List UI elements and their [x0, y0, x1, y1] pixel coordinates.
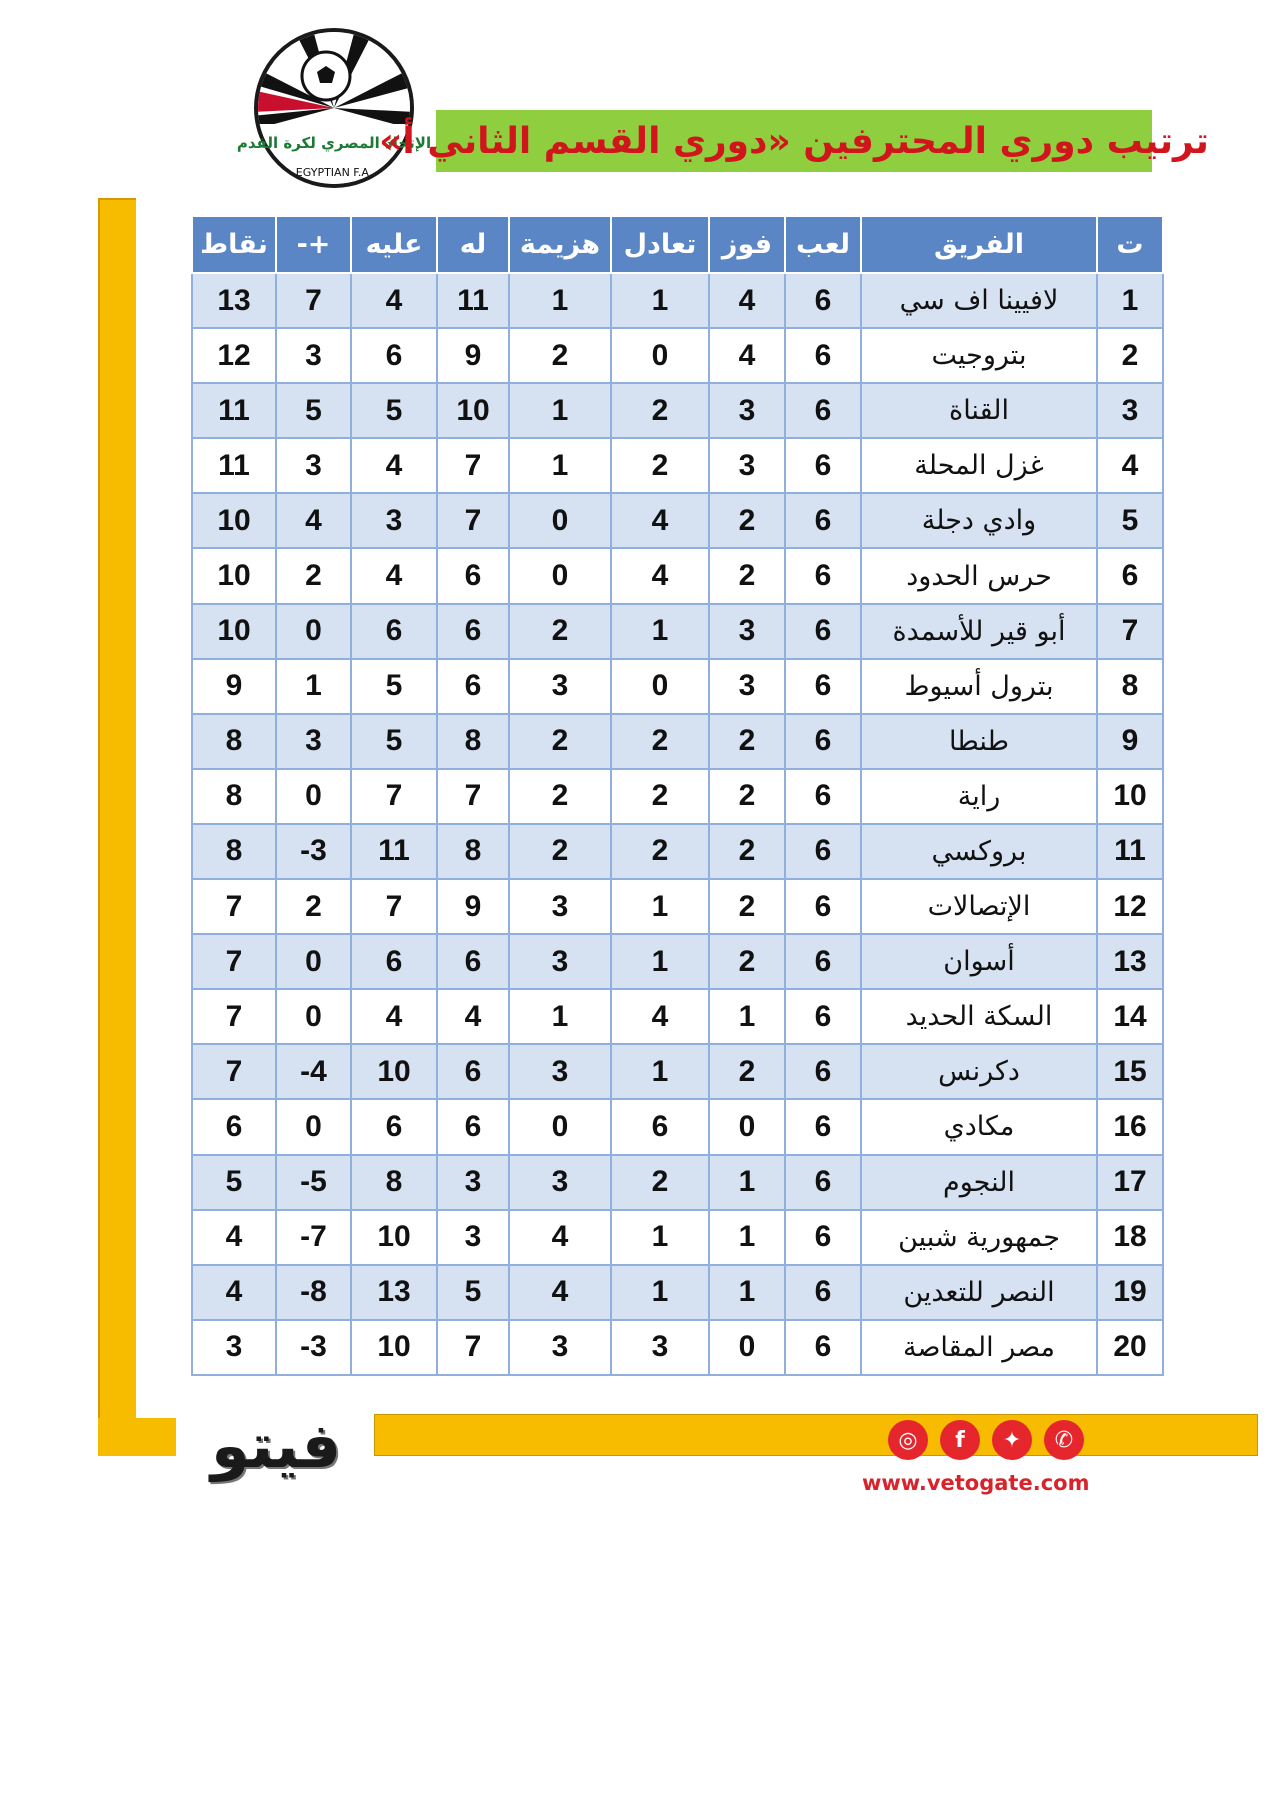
stat-cell: 3 — [509, 659, 611, 714]
table-row — [192, 989, 1163, 1044]
team-cell: القناة — [861, 383, 1097, 438]
stat-cell: 10 — [351, 1044, 437, 1099]
column-header: تعادل — [611, 216, 709, 273]
stat-cell: 1 — [509, 438, 611, 493]
stat-cell: 6 — [351, 604, 437, 659]
stat-cell: -7 — [276, 1210, 351, 1265]
stat-cell: 8 — [192, 824, 276, 879]
stat-cell: 6 — [785, 438, 861, 493]
rank-cell: 3 — [1097, 383, 1163, 438]
stat-cell: 1 — [611, 1265, 709, 1320]
stat-cell: 2 — [611, 824, 709, 879]
table-row — [192, 1155, 1163, 1210]
stat-cell: 3 — [509, 1155, 611, 1210]
stat-cell: 5 — [437, 1265, 509, 1320]
whatsapp-icon[interactable]: ✆ — [1044, 1420, 1084, 1460]
team-cell: النجوم — [861, 1155, 1097, 1210]
stat-cell: -5 — [276, 1155, 351, 1210]
stat-cell: 4 — [192, 1210, 276, 1265]
stat-cell: 6 — [785, 604, 861, 659]
rank-cell: 7 — [1097, 604, 1163, 659]
team-cell: طنطا — [861, 714, 1097, 769]
stat-cell: 13 — [351, 1265, 437, 1320]
stat-cell: 6 — [785, 824, 861, 879]
stat-cell: 7 — [437, 769, 509, 824]
stat-cell: 4 — [437, 989, 509, 1044]
team-cell: النصر للتعدين — [861, 1265, 1097, 1320]
logo-arabic-text: الإتحاد المصري لكرة القدم — [236, 134, 432, 152]
stat-cell: 7 — [437, 493, 509, 548]
table-header-row — [192, 216, 1163, 273]
team-cell: بترول أسيوط — [861, 659, 1097, 714]
stat-cell: 5 — [351, 383, 437, 438]
table-row — [192, 1099, 1163, 1154]
stat-cell: -4 — [276, 1044, 351, 1099]
stat-cell: 3 — [509, 934, 611, 989]
stat-cell: 9 — [192, 659, 276, 714]
stat-cell: 7 — [437, 1320, 509, 1375]
stat-cell: 8 — [437, 714, 509, 769]
instagram-icon[interactable]: ◎ — [888, 1420, 928, 1460]
title-banner — [379, 110, 1209, 172]
stat-cell: 6 — [785, 769, 861, 824]
stat-cell: 4 — [351, 273, 437, 328]
team-cell: بتروجيت — [861, 328, 1097, 383]
rank-cell: 16 — [1097, 1099, 1163, 1154]
stat-cell: 4 — [509, 1210, 611, 1265]
stat-cell: 1 — [509, 989, 611, 1044]
stat-cell: 7 — [351, 879, 437, 934]
rank-cell: 11 — [1097, 824, 1163, 879]
team-cell: أبو قير للأسمدة — [861, 604, 1097, 659]
stat-cell: 11 — [192, 438, 276, 493]
team-cell: غزل المحلة — [861, 438, 1097, 493]
stat-cell: 1 — [611, 879, 709, 934]
stat-cell: 6 — [351, 328, 437, 383]
stat-cell: 6 — [785, 1099, 861, 1154]
stat-cell: 1 — [276, 659, 351, 714]
stat-cell: 2 — [611, 438, 709, 493]
stat-cell: 10 — [351, 1320, 437, 1375]
stat-cell: 1 — [709, 989, 785, 1044]
stat-cell: 6 — [785, 989, 861, 1044]
stat-cell: 10 — [351, 1210, 437, 1265]
stat-cell: 2 — [709, 934, 785, 989]
stat-cell: 6 — [785, 934, 861, 989]
stat-cell: 6 — [785, 1320, 861, 1375]
table-row — [192, 1210, 1163, 1265]
stat-cell: 0 — [276, 769, 351, 824]
column-header: +- — [276, 216, 351, 273]
rank-cell: 10 — [1097, 769, 1163, 824]
stat-cell: 2 — [509, 714, 611, 769]
stat-cell: 2 — [611, 383, 709, 438]
stat-cell: 2 — [709, 714, 785, 769]
table-row — [192, 548, 1163, 603]
stat-cell: 2 — [509, 769, 611, 824]
brand-name: فيتو — [210, 1408, 342, 1482]
rank-cell: 12 — [1097, 879, 1163, 934]
team-cell: راية — [861, 769, 1097, 824]
rank-cell: 19 — [1097, 1265, 1163, 1320]
stat-cell: 0 — [509, 1099, 611, 1154]
stat-cell: 6 — [611, 1099, 709, 1154]
stat-cell: 0 — [611, 328, 709, 383]
stat-cell: 2 — [709, 548, 785, 603]
stat-cell: 11 — [437, 273, 509, 328]
stat-cell: 0 — [709, 1320, 785, 1375]
stat-cell: 4 — [611, 989, 709, 1044]
table-row — [192, 659, 1163, 714]
stat-cell: 9 — [437, 328, 509, 383]
stat-cell: 6 — [785, 548, 861, 603]
table-row — [192, 383, 1163, 438]
stat-cell: 6 — [351, 1099, 437, 1154]
stat-cell: 0 — [509, 493, 611, 548]
table-row — [192, 604, 1163, 659]
stat-cell: 10 — [192, 548, 276, 603]
stat-cell: 6 — [785, 659, 861, 714]
stat-cell: 2 — [709, 1044, 785, 1099]
rank-cell: 2 — [1097, 328, 1163, 383]
stat-cell: 6 — [785, 328, 861, 383]
column-header: هزيمة — [509, 216, 611, 273]
stat-cell: 1 — [709, 1155, 785, 1210]
stat-cell: 6 — [785, 1210, 861, 1265]
site-url[interactable]: www.vetogate.com — [862, 1471, 1090, 1495]
stat-cell: 6 — [785, 493, 861, 548]
stat-cell: 8 — [192, 769, 276, 824]
stat-cell: 10 — [437, 383, 509, 438]
stat-cell: 3 — [709, 659, 785, 714]
stat-cell: 3 — [611, 1320, 709, 1375]
twitter-icon[interactable]: ✦ — [992, 1420, 1032, 1460]
table-row — [192, 438, 1163, 493]
stat-cell: 3 — [437, 1210, 509, 1265]
stat-cell: 11 — [192, 383, 276, 438]
rank-cell: 6 — [1097, 548, 1163, 603]
rank-cell: 15 — [1097, 1044, 1163, 1099]
stat-cell: 0 — [276, 934, 351, 989]
stat-cell: 5 — [276, 383, 351, 438]
stat-cell: 5 — [351, 659, 437, 714]
stat-cell: 2 — [509, 328, 611, 383]
stat-cell: 6 — [437, 1044, 509, 1099]
stat-cell: 3 — [192, 1320, 276, 1375]
team-cell: الإتصالات — [861, 879, 1097, 934]
stat-cell: 6 — [437, 659, 509, 714]
stat-cell: 2 — [709, 493, 785, 548]
stat-cell: 2 — [509, 604, 611, 659]
table-row — [192, 1265, 1163, 1320]
stat-cell: 7 — [192, 1044, 276, 1099]
stat-cell: 6 — [785, 879, 861, 934]
team-cell: أسوان — [861, 934, 1097, 989]
team-cell: دكرنس — [861, 1044, 1097, 1099]
team-cell: لافيينا اف سي — [861, 273, 1097, 328]
stat-cell: 7 — [437, 438, 509, 493]
stat-cell: 4 — [351, 548, 437, 603]
stat-cell: 4 — [611, 493, 709, 548]
stat-cell: 7 — [192, 989, 276, 1044]
stat-cell: 1 — [709, 1265, 785, 1320]
column-header: عليه — [351, 216, 437, 273]
frame-vertical-bar — [98, 198, 136, 1456]
table-row — [192, 1044, 1163, 1099]
stat-cell: 10 — [192, 604, 276, 659]
stat-cell: 7 — [351, 769, 437, 824]
stat-cell: 7 — [192, 934, 276, 989]
stat-cell: 2 — [611, 769, 709, 824]
column-header: الفريق — [861, 216, 1097, 273]
stat-cell: 8 — [192, 714, 276, 769]
team-cell: بروكسي — [861, 824, 1097, 879]
efa-logo — [236, 26, 432, 190]
stat-cell: 1 — [611, 604, 709, 659]
table-row — [192, 273, 1163, 328]
stat-cell: -3 — [276, 824, 351, 879]
stat-cell: 5 — [351, 714, 437, 769]
stat-cell: 7 — [276, 273, 351, 328]
stat-cell: 3 — [709, 383, 785, 438]
stat-cell: 9 — [437, 879, 509, 934]
stat-cell: 0 — [276, 989, 351, 1044]
stat-cell: 4 — [611, 548, 709, 603]
stat-cell: 8 — [437, 824, 509, 879]
table-row — [192, 879, 1163, 934]
stat-cell: 2 — [709, 769, 785, 824]
stat-cell: 1 — [509, 383, 611, 438]
stat-cell: 0 — [276, 604, 351, 659]
stat-cell: 6 — [437, 604, 509, 659]
rank-cell: 9 — [1097, 714, 1163, 769]
rank-cell: 13 — [1097, 934, 1163, 989]
stat-cell: 11 — [351, 824, 437, 879]
stat-cell: 3 — [276, 438, 351, 493]
stat-cell: 1 — [611, 934, 709, 989]
column-header: فوز — [709, 216, 785, 273]
table-row — [192, 328, 1163, 383]
logo-english-text: EGYPTIAN F.A. — [295, 166, 373, 179]
stat-cell: 2 — [276, 879, 351, 934]
stat-cell: 12 — [192, 328, 276, 383]
table-row — [192, 824, 1163, 879]
team-cell: السكة الحديد — [861, 989, 1097, 1044]
rank-cell: 5 — [1097, 493, 1163, 548]
veto-logo — [190, 1404, 362, 1486]
stat-cell: -3 — [276, 1320, 351, 1375]
stat-cell: 6 — [437, 548, 509, 603]
table-row — [192, 934, 1163, 989]
stat-cell: 6 — [192, 1099, 276, 1154]
stat-cell: -8 — [276, 1265, 351, 1320]
stat-cell: 3 — [709, 438, 785, 493]
table-row — [192, 769, 1163, 824]
team-cell: جمهورية شبين — [861, 1210, 1097, 1265]
stat-cell: 1 — [611, 273, 709, 328]
stat-cell: 1 — [611, 1210, 709, 1265]
stat-cell: 8 — [351, 1155, 437, 1210]
stat-cell: 3 — [709, 604, 785, 659]
stat-cell: 5 — [192, 1155, 276, 1210]
team-cell: وادي دجلة — [861, 493, 1097, 548]
facebook-icon[interactable]: f — [940, 1420, 980, 1460]
stat-cell: 13 — [192, 273, 276, 328]
stat-cell: 6 — [785, 1155, 861, 1210]
stat-cell: 7 — [192, 879, 276, 934]
stat-cell: 3 — [509, 879, 611, 934]
stat-cell: 4 — [709, 328, 785, 383]
team-cell: مكادي — [861, 1099, 1097, 1154]
stat-cell: 2 — [709, 879, 785, 934]
stat-cell: 2 — [509, 824, 611, 879]
table-row — [192, 493, 1163, 548]
stat-cell: 0 — [509, 548, 611, 603]
standings-table — [191, 215, 1164, 1376]
rank-cell: 18 — [1097, 1210, 1163, 1265]
stat-cell: 3 — [276, 328, 351, 383]
stat-cell: 10 — [192, 493, 276, 548]
stat-cell: 3 — [276, 714, 351, 769]
stat-cell: 0 — [276, 1099, 351, 1154]
stat-cell: 3 — [437, 1155, 509, 1210]
stat-cell: 6 — [437, 934, 509, 989]
stat-cell: 2 — [276, 548, 351, 603]
stat-cell: 6 — [437, 1099, 509, 1154]
stat-cell: 1 — [509, 273, 611, 328]
table-row — [192, 1320, 1163, 1375]
footer-bar — [374, 1414, 1258, 1456]
stat-cell: 6 — [351, 934, 437, 989]
stat-cell: 6 — [785, 714, 861, 769]
stat-cell: 4 — [351, 989, 437, 1044]
page-title: ترتيب دوري المحترفين «دوري القسم الثاني أ» — [379, 120, 1209, 162]
stat-cell: 2 — [709, 824, 785, 879]
stat-cell: 6 — [785, 1044, 861, 1099]
column-header: ت — [1097, 216, 1163, 273]
stat-cell: 1 — [611, 1044, 709, 1099]
table-row — [192, 714, 1163, 769]
rank-cell: 14 — [1097, 989, 1163, 1044]
team-cell: حرس الحدود — [861, 548, 1097, 603]
frame-bottom-bar — [98, 1418, 176, 1456]
rank-cell: 17 — [1097, 1155, 1163, 1210]
stat-cell: 2 — [611, 714, 709, 769]
rank-cell: 20 — [1097, 1320, 1163, 1375]
stat-cell: 6 — [785, 273, 861, 328]
rank-cell: 8 — [1097, 659, 1163, 714]
stat-cell: 4 — [276, 493, 351, 548]
stat-cell: 4 — [192, 1265, 276, 1320]
stat-cell: 2 — [611, 1155, 709, 1210]
stat-cell: 1 — [709, 1210, 785, 1265]
stat-cell: 0 — [611, 659, 709, 714]
column-header: لعب — [785, 216, 861, 273]
stat-cell: 3 — [351, 493, 437, 548]
rank-cell: 1 — [1097, 273, 1163, 328]
stat-cell: 3 — [509, 1320, 611, 1375]
stat-cell: 3 — [509, 1044, 611, 1099]
stat-cell: 6 — [785, 1265, 861, 1320]
stat-cell: 4 — [351, 438, 437, 493]
social-icons — [888, 1420, 1084, 1460]
stat-cell: 6 — [785, 383, 861, 438]
stat-cell: 0 — [709, 1099, 785, 1154]
column-header: نقاط — [192, 216, 276, 273]
stat-cell: 4 — [709, 273, 785, 328]
stat-cell: 4 — [509, 1265, 611, 1320]
column-header: له — [437, 216, 509, 273]
team-cell: مصر المقاصة — [861, 1320, 1097, 1375]
rank-cell: 4 — [1097, 438, 1163, 493]
